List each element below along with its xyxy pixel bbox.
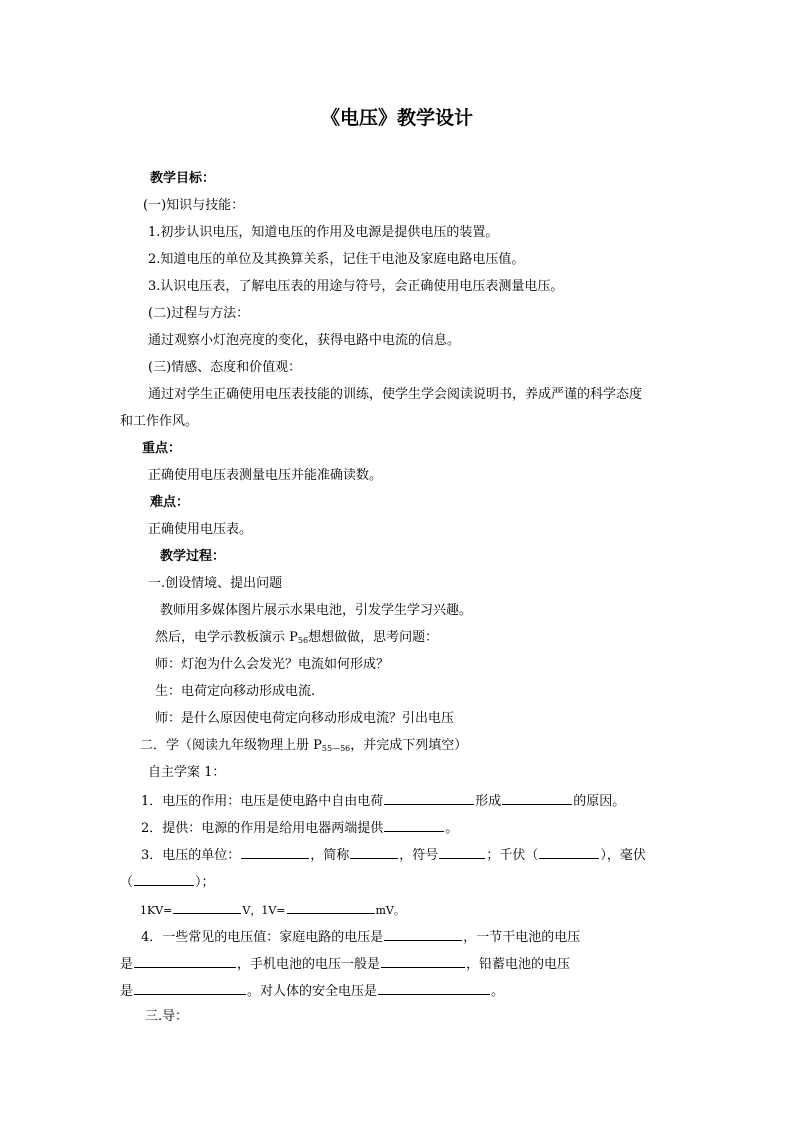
part3-heading: 三.导：	[145, 1009, 189, 1024]
process-method-heading: (二)过程与方法：	[148, 306, 250, 321]
answer-blank[interactable]	[502, 791, 572, 805]
answer-blank[interactable]	[350, 845, 398, 859]
key-point-text: 正确使用电压表测量电压并能准确读数。	[148, 468, 383, 483]
knowledge-skills-heading: (一)知识与技能：	[143, 198, 245, 213]
difficulty-text: 正确使用电压表。	[148, 522, 253, 537]
answer-blank[interactable]	[384, 818, 444, 832]
teaching-process-heading: 教学过程：	[160, 549, 226, 564]
answer-blank[interactable]	[173, 900, 241, 914]
part1-line5: 师：是什么原因使电荷定向移动形成电流？引出电压	[155, 711, 455, 726]
attitude-text-line2: 和工作作风。	[120, 414, 199, 429]
part1-heading: 一.创设情境、提出问题	[148, 576, 283, 591]
question-4-line1: 4．一些常见的电压值：家庭电路的电压是 ，一节干电池的电压	[141, 927, 580, 947]
difficulty-heading: 难点：	[150, 495, 190, 510]
unit-conversion: 1KV= V，1V= mV。	[140, 900, 405, 920]
self-study-plan-label: 自主学案 1：	[148, 765, 226, 780]
answer-blank[interactable]	[134, 872, 194, 886]
goals-heading: 教学目标：	[150, 171, 216, 186]
attitude-heading: (三)情感、态度和价值观：	[148, 360, 302, 375]
document-title: 《电压》教学设计	[320, 107, 473, 129]
question-3-line1: 3．电压的单位： ，简称 ，符号 ；千伏（ ），毫伏	[141, 845, 646, 865]
answer-blank[interactable]	[381, 954, 465, 968]
answer-blank[interactable]	[439, 845, 485, 859]
part1-line3: 师：灯泡为什么会发光？电流如何形成？	[155, 657, 390, 672]
part1-line1: 教师用多媒体图片展示水果电池，引发学生学习兴趣。	[160, 603, 473, 618]
process-method-text: 通过观察小灯泡亮度的变化，获得电路中电流的信息。	[148, 333, 461, 348]
attitude-text-line1: 通过对学生正确使用电压表技能的训练，使学生学会阅读说明书，养成严谨的科学态度	[148, 387, 643, 402]
part2-heading: 二．学（阅读九年级物理上册 $P_{55—56}$，并完成下列填空）	[140, 738, 468, 753]
question-2: 2．提供：电源的作用是给用电器两端提供 。	[141, 818, 458, 838]
key-point-heading: 重点：	[142, 441, 182, 456]
answer-blank[interactable]	[241, 845, 309, 859]
answer-blank[interactable]	[384, 791, 474, 805]
question-3-line2: （ ）；	[120, 872, 215, 892]
goal-item-1: 1.初步认识电压，知道电压的作用及电源是提供电压的装置。	[148, 225, 499, 240]
question-4-line3: 是 。对人体的安全电压是 。	[120, 981, 504, 1001]
part1-line4: 生：电荷定向移动形成电流.	[155, 684, 316, 699]
goal-item-3: 3.认识电压表，了解电压表的用途与符号，会正确使用电压表测量电压。	[148, 279, 564, 294]
answer-blank[interactable]	[384, 927, 462, 941]
answer-blank[interactable]	[378, 981, 490, 995]
answer-blank[interactable]	[134, 954, 236, 968]
part1-line2: 然后，电学示教板演示 $P_{56}$想想做做，思考问题：	[155, 630, 439, 645]
goal-item-2: 2.知道电压的单位及其换算关系，记住干电池及家庭电路电压值。	[148, 252, 525, 267]
question-4-line2: 是 ，手机电池的电压一般是 ，铅蓄电池的电压	[120, 954, 570, 974]
answer-blank[interactable]	[287, 900, 375, 914]
question-1: 1．电压的作用：电压是使电路中自由电荷 形成 的原因。	[141, 791, 625, 811]
answer-blank[interactable]	[134, 981, 246, 995]
answer-blank[interactable]	[539, 845, 599, 859]
